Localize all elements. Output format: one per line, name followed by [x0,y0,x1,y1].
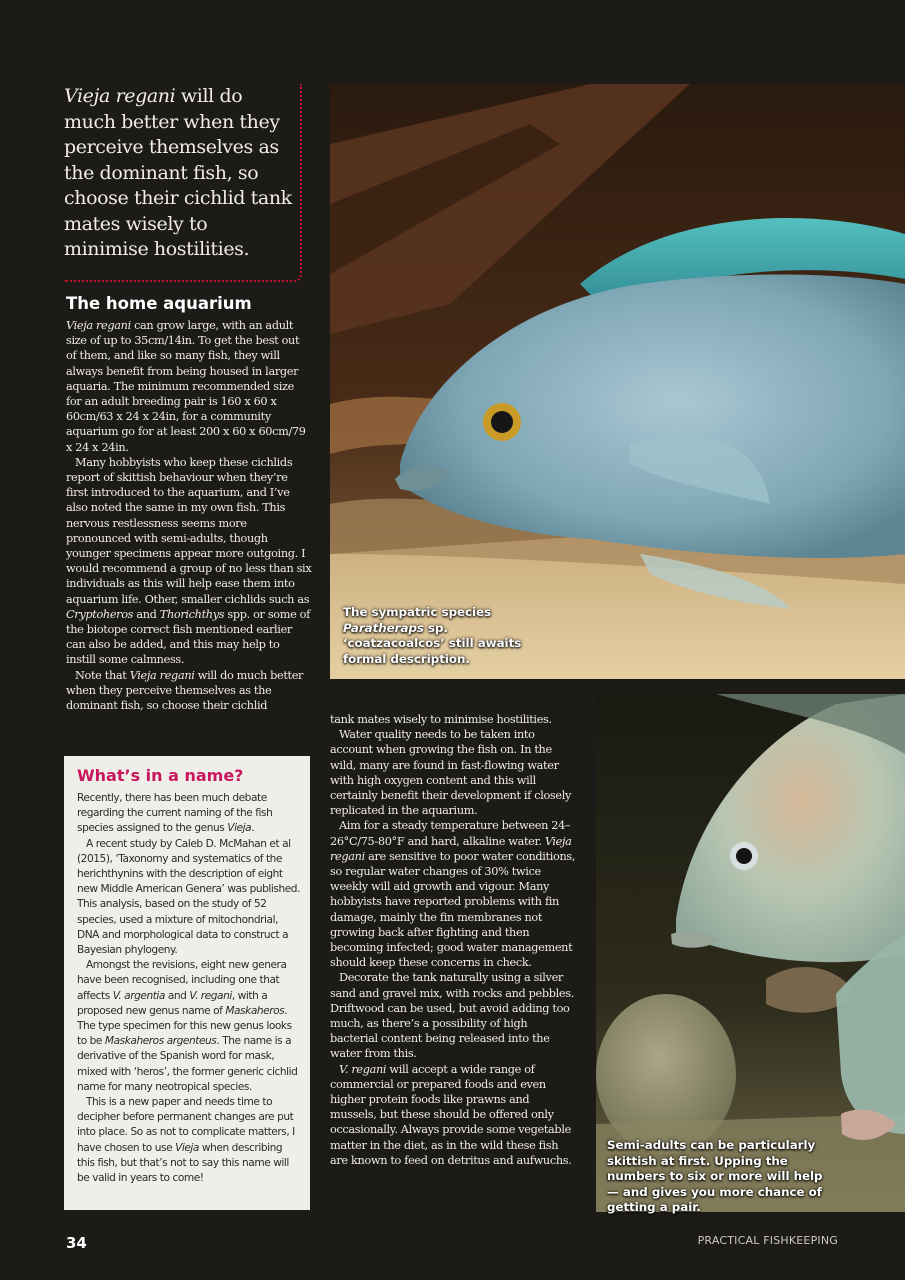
fish-photo-semi-adults-image [596,694,905,1212]
article-paragraph: Note that Vieja regani will do much better when they perceive themselves as the dominant fish, so choose their cichlid [66,668,304,713]
article-paragraph: Aim for a steady temperature between 24–26°C/75-80°F and hard, alkaline water. Vieja regani are sensitive to poor water conditions, so regular water changes of 30% twice weekly will aid growth and vigour. Many hobbyists have reported problems with fin damage, mainly the fin membranes not growing back after fighting and then becoming infected; good water management should keep these concerns in check. [330,819,576,970]
photo-caption-main: The sympatric species Paratheraps sp. ‘coatzacoalcos’ still awaits formal description. [343,605,522,666]
article-paragraph: Decorate the tank naturally using a silver sand and gravel mix, with rocks and pebbles. Driftwood can be used, but avoid adding too much, as there’s a possibility of high bacterial content being released into the water from this. [330,971,574,1061]
fish-photo-main-image [330,84,905,679]
article-paragraph: Vieja regani can grow large, with an adult size of up to 35cm/14in. To get the best out of them, and like so many fish, they will always benefit from being housed in larger aquaria. The minimum recommended size for an adult breeding pair is 160 x 60 x 60cm/63 x 24 x 24in, for a community aquarium go for at least 200 x 60 x 60cm/79 x 24 x 24in. [66,319,306,454]
pull-quote-species: Vieja regani [64,85,176,107]
article-column-2 [330,712,578,1168]
page-number: 34 [66,1234,87,1252]
article-paragraph: V. regani will accept a wide range of commercial or prepared foods and even higher protein foods like prawns and mussels, but these should be offered only occasionally. Always provide some vegetable matter in the diet, as in the wild these fish are known to feed on detritus and aufwuchs. [330,1062,572,1167]
magazine-name: PRACTICAL FISHKEEPING [697,1234,838,1247]
sidebar-paragraph: Amongst the revisions, eight new genera have been recognised, including one that affects V. argentia and V. regani, with a proposed new genus name of Maskaheros. The type specimen for this new genus looks to be Maskaheros argenteus. The name is a derivative of the Spanish word for mask, mixed with ‘heros’, the former generic cichlid name for many neotropical species. [77,959,298,1093]
sidebar-title: What’s in a name? [77,766,244,785]
article-paragraph: Many hobbyists who keep these cichlids report of skittish behaviour when they’re first introduced to the aquarium, and I’ve also noted the same in my own fish. This nervous restlessness seems more pronounced with semi-adults, though younger specimens appear more outgoing. I would recommend a group of no less than six individuals as this will help ease them into aquarium life. Other, smaller cichlids such as Cryptoheros and Thorichthys spp. or some of the biotope correct fish mentioned earlier can also be added, and this may help to instill some calmness. [66,455,312,667]
article-paragraph: tank mates wisely to minimise hostilities. [330,713,552,726]
photo-caption-semi-adults: Semi-adults can be particularly skittish at first. Upping the numbers to six or more will help — and gives you more chance of getting a pair. [607,1138,823,1214]
pull-quote-text: Vieja regani will do much better when they perceive themselves as the dominant fish, so choose their cichlid tank mates wisely to minimise hostilities. [64,85,292,260]
fish-photo-main [330,84,905,679]
fish-photo-semi-adults [596,694,905,1212]
article-paragraph: Water quality needs to be taken into account when growing the fish on. In the wild, many are found in fast-flowing water with high oxygen content and this will certainly benefit their development if closely replicated in the aquarium. [330,728,572,818]
article-column-1 [66,318,312,713]
sidebar-paragraph: A recent study by Caleb D. McMahan et al (2015), ‘Taxonomy and systematics of the herichthynins with the description of eight new Middle American Genera’ was published. This analysis, based on the study of 52 species, used a mixture of mitochondrial, DNA and morphological data to construct a Bayesian phylogeny. [77,837,300,957]
sidebar-paragraph: Recently, there has been much debate regarding the current naming of the fish species assigned to the genus Vieja. [77,792,273,835]
sidebar-box [64,756,310,1210]
pull-quote [64,84,302,282]
sidebar-paragraph: This is a new paper and needs time to decipher before permanent changes are put into place. So as not to complicate matters, I have chosen to use Vieja when describing this fish, but that’s not to say this name will be valid in years to come! [77,1096,295,1185]
sidebar-body [77,791,302,1186]
section-heading: The home aquarium [66,294,252,313]
